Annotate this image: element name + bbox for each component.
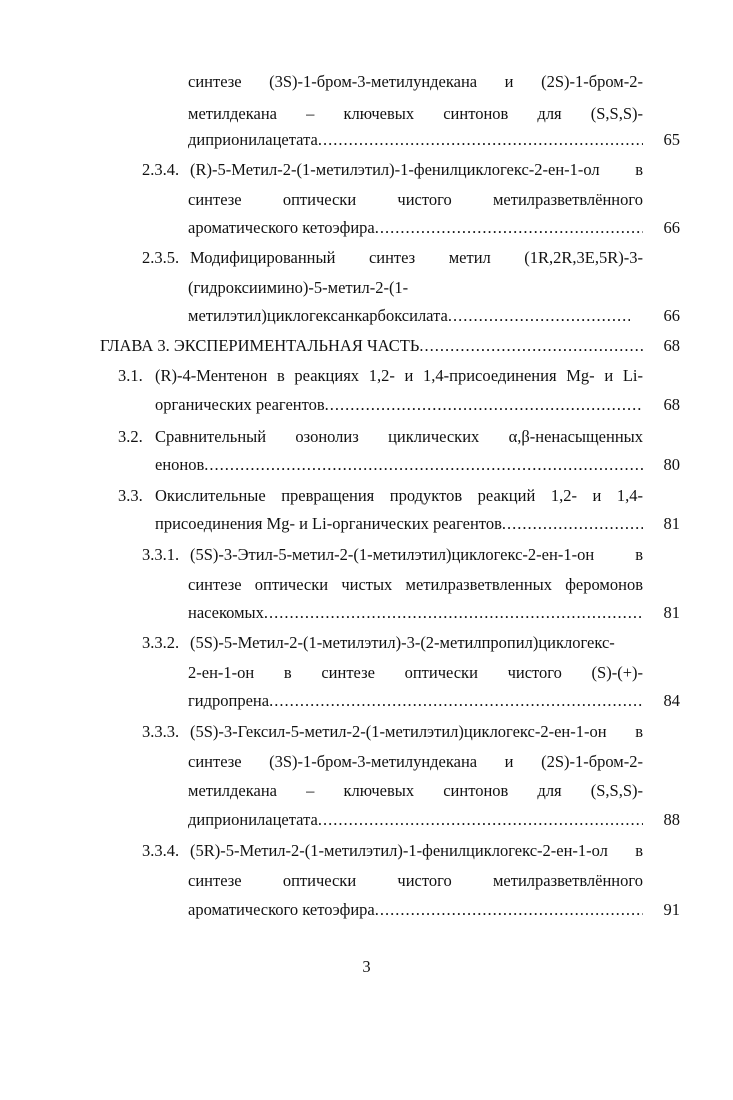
toc-leader-line <box>155 395 643 415</box>
dot-leader <box>375 218 643 238</box>
toc-text-line: синтезе (3S)-1-бром-3-метилундекана и (2S)-1-бром-2- <box>188 72 643 91</box>
toc-leader-line <box>188 810 643 830</box>
toc-entry-title-end: присоединения Mg- и Li-органических реагентов <box>155 514 502 533</box>
toc-entry-title-end: метилэтил)циклогексанкарбоксилата <box>188 306 448 325</box>
dot-leader <box>318 130 643 150</box>
dot-leader <box>325 395 643 415</box>
toc-page-ref: 65 <box>663 130 680 149</box>
dot-leader <box>448 306 630 326</box>
toc-text-line: метилдекана – ключевых синтонов для (S,S,S)- <box>188 781 643 800</box>
toc-text-line: (5S)-3-Этил-5-метил-2-(1-метилэтил)циклогекс-2-ен-1-он в <box>190 545 643 564</box>
toc-entry-number: 3.3.4. <box>142 841 180 860</box>
toc-text-line: синтезе (3S)-1-бром-3-метилундекана и (2S)-1-бром-2- <box>188 752 643 771</box>
toc-leader-line <box>155 514 643 534</box>
toc-entry-number: 3.2. <box>118 427 143 446</box>
toc-entry-title-end: ароматического кетоэфира <box>188 900 375 919</box>
toc-entry-number: 3.1. <box>118 366 143 385</box>
toc-text-line: синтезе оптически чистых метилразветвленных феромонов <box>188 575 643 594</box>
toc-page-ref: 88 <box>663 810 680 829</box>
toc-entry-title-end: диприонилацетата <box>188 810 318 829</box>
dot-leader <box>318 810 643 830</box>
toc-leader-line <box>188 306 630 326</box>
toc-entry-title-end: ароматического кетоэфира <box>188 218 375 237</box>
toc-page-ref: 66 <box>663 218 680 237</box>
toc-entry-title-end: насекомых <box>188 603 264 622</box>
toc-leader-line <box>188 691 643 711</box>
toc-leader-line <box>188 218 643 238</box>
toc-entry-number: 3.3.2. <box>142 633 180 652</box>
toc-page-ref: 68 <box>663 336 680 355</box>
dot-leader <box>269 691 643 711</box>
toc-page-ref: 84 <box>663 691 680 710</box>
toc-text-line: Сравнительный озонолиз циклических α,β-ненасыщенных <box>155 427 643 446</box>
chapter-title: ГЛАВА 3. ЭКСПЕРИМЕНТАЛЬНАЯ ЧАСТЬ <box>100 336 420 355</box>
toc-leader-line <box>188 130 643 150</box>
toc-text-line: (5R)-5-Метил-2-(1-метилэтил)-1-фенилциклогекс-2-ен-1-ол в <box>190 841 643 860</box>
dot-leader <box>375 900 643 920</box>
toc-text-line: (R)-5-Метил-2-(1-метилэтил)-1-фенилциклогекс-2-ен-1-ол в <box>190 160 643 179</box>
toc-leader-line <box>188 900 643 920</box>
toc-page-ref: 66 <box>663 306 680 325</box>
toc-text-line: синтезе оптически чистого метилразветвлённого <box>188 871 643 890</box>
toc-text-line: (гидроксиимино)-5-метил-2-(1- <box>188 278 409 297</box>
toc-entry-number: 2.3.5. <box>142 248 180 267</box>
toc-entry-number: 3.3.3. <box>142 722 180 741</box>
toc-leader-line <box>188 603 643 623</box>
toc-leader-line <box>155 455 643 475</box>
toc-text-line: (5S)-5-Метил-2-(1-метилэтил)-3-(2-метилпропил)циклогекс- <box>190 633 615 652</box>
dot-leader <box>502 514 643 534</box>
toc-entry-title-end: енонов <box>155 455 205 474</box>
page-number: 3 <box>362 957 371 976</box>
toc-page-ref: 81 <box>663 603 680 622</box>
toc-page-ref: 80 <box>663 455 680 474</box>
toc-text-line: (R)-4-Ментенон в реакциях 1,2- и 1,4-присоединения Mg- и Li- <box>155 366 643 385</box>
toc-text-line: синтезе оптически чистого метилразветвлённого <box>188 190 643 209</box>
toc-entry-number: 2.3.4. <box>142 160 180 179</box>
toc-text-line: (5S)-3-Гексил-5-метил-2-(1-метилэтил)циклогекс-2-ен-1-он в <box>190 722 643 741</box>
dot-leader <box>204 455 643 475</box>
toc-text-line: Окислительные превращения продуктов реакций 1,2- и 1,4- <box>155 486 643 505</box>
toc-page-ref: 68 <box>663 395 680 414</box>
toc-entry-number: 3.3.1. <box>142 545 180 564</box>
dot-leader <box>419 336 645 356</box>
toc-page-ref: 81 <box>663 514 680 533</box>
toc-entry-title-end: органических реагентов <box>155 395 325 414</box>
toc-entry-title-end: гидропрена <box>188 691 270 710</box>
toc-chapter-line <box>100 336 645 356</box>
toc-entry-number: 3.3. <box>118 486 143 505</box>
toc-text-line: метилдекана – ключевых синтонов для (S,S,S)- <box>188 104 643 123</box>
toc-text-line: 2-ен-1-он в синтезе оптически чистого (S)-(+)- <box>188 663 643 682</box>
toc-text-line: Модифицированный синтез метил (1R,2R,3E,5R)-3- <box>190 248 643 267</box>
toc-entry-title-end: диприонилацетата <box>188 130 318 149</box>
dot-leader <box>264 603 643 623</box>
toc-page-ref: 91 <box>663 900 680 919</box>
